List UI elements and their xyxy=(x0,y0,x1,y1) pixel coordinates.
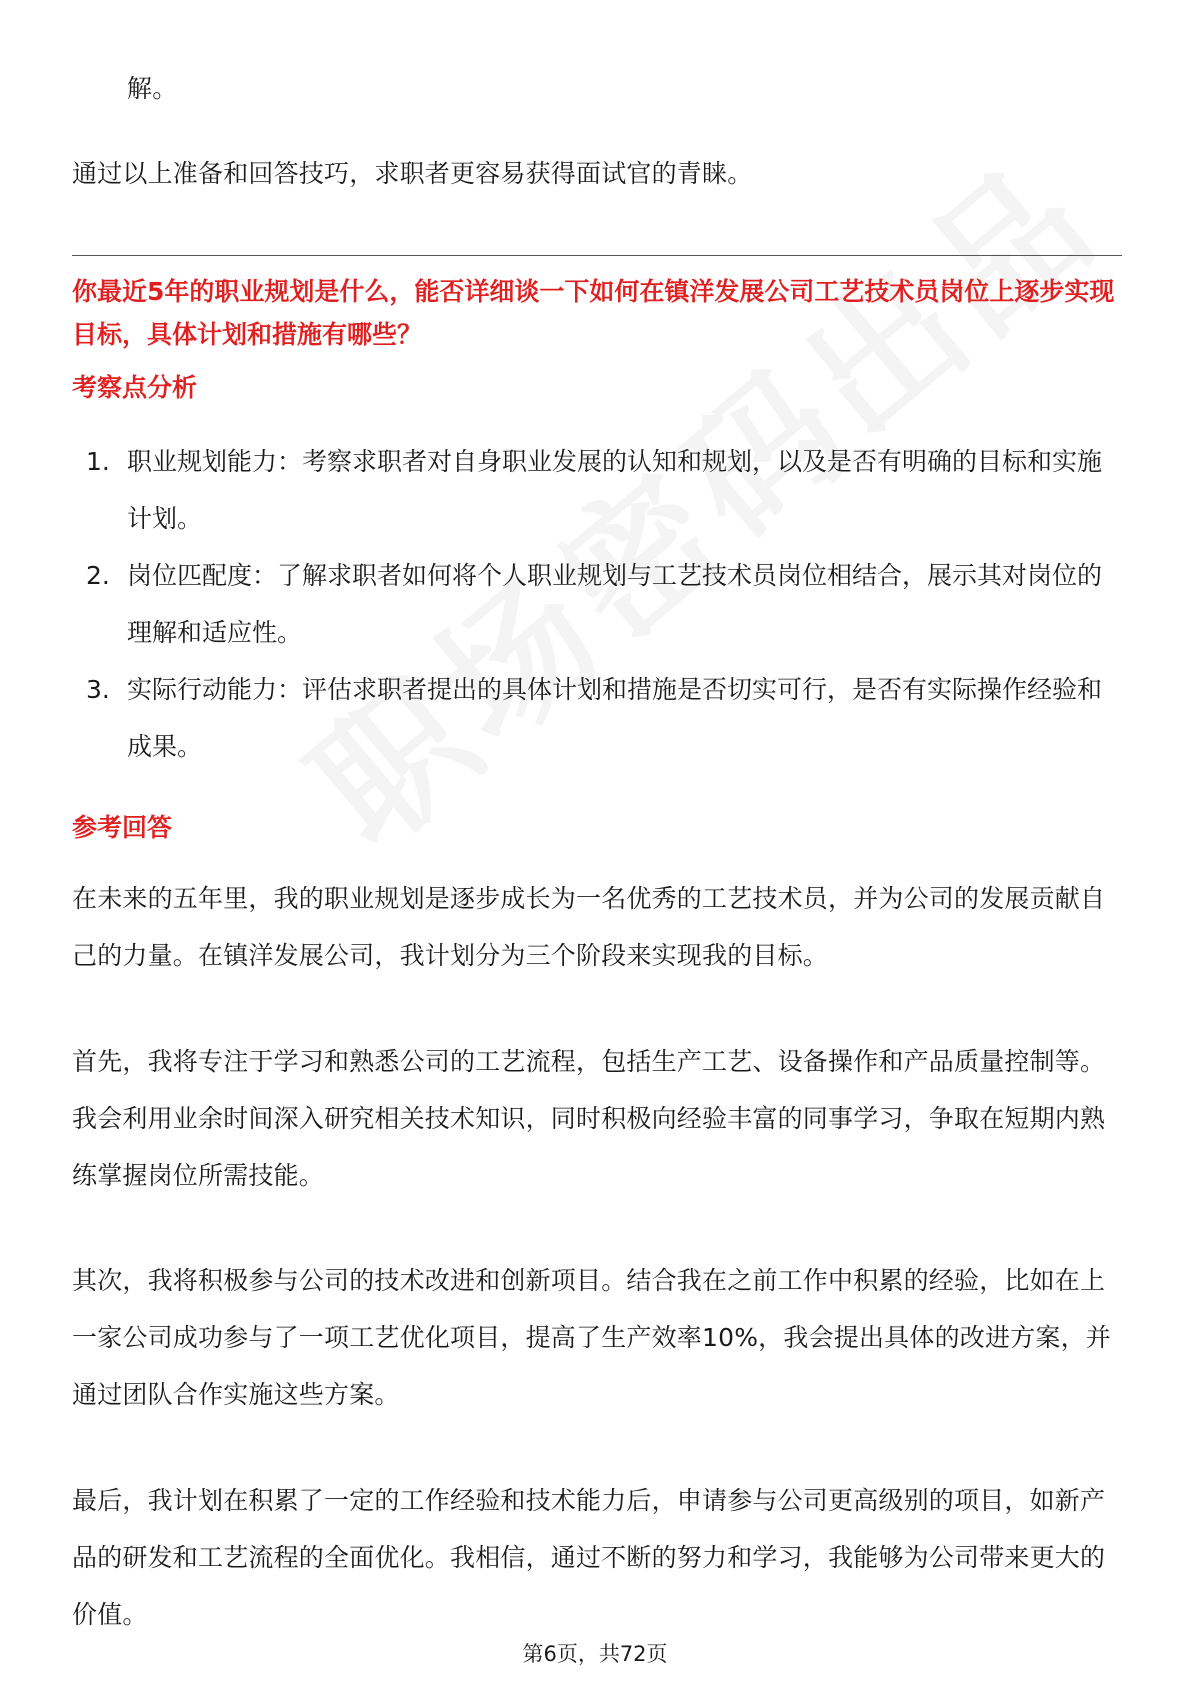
point-number: 3. xyxy=(86,675,110,704)
answer-paragraph: 在未来的五年里，我的职业规划是逐步成长为一名优秀的工艺技术员，并为公司的发展贡献自己的力量。在镇洋发展公司，我计划分为三个阶段来实现我的目标。 xyxy=(72,884,1106,970)
closing-text: 通过以上准备和回答技巧，求职者更容易获得面试官的青睐。 xyxy=(72,159,753,188)
point-text: 岗位匹配度：了解求职者如何将个人职业规划与工艺技术员岗位相结合，展示其对岗位的理解和适应性。 xyxy=(127,561,1103,647)
continuation-text: 解。 xyxy=(127,74,178,103)
analysis-point xyxy=(72,547,1122,661)
analysis-heading: 考察点分析 xyxy=(72,373,198,402)
answer-paragraph: 首先，我将专注于学习和熟悉公司的工艺流程，包括生产工艺、设备操作和产品质量控制等。我会利用业余时间深入研究相关技术知识，同时积极向经验丰富的同事学习，争取在短期内熟练掌握岗位所需技能。 xyxy=(72,1047,1106,1190)
point-number: 2. xyxy=(86,561,110,590)
question-title: 你最近5年的职业规划是什么，能否详细谈一下如何在镇洋发展公司工艺技术员岗位上逐步实现目标，具体计划和措施有哪些？ xyxy=(72,277,1115,349)
answer-paragraph: 最后，我计划在积累了一定的工作经验和技术能力后，申请参与公司更高级别的项目，如新产品的研发和工艺流程的全面优化。我相信，通过不断的努力和学习，我能够为公司带来更大的价值。 xyxy=(72,1486,1106,1629)
page-footer: 第6页，共72页 xyxy=(522,1642,668,1666)
answer-heading: 参考回答 xyxy=(72,813,173,842)
point-text: 职业规划能力：考察求职者对自身职业发展的认知和规划，以及是否有明确的目标和实施计划。 xyxy=(127,447,1103,533)
point-text: 实际行动能力：评估求职者提出的具体计划和措施是否切实可行，是否有实际操作经验和成果。 xyxy=(127,675,1103,761)
section-divider xyxy=(72,255,1122,256)
analysis-point xyxy=(72,433,1122,547)
answer-paragraph: 其次，我将积极参与公司的技术改进和创新项目。结合我在之前工作中积累的经验，比如在上一家公司成功参与了一项工艺优化项目，提高了生产效率10%，我会提出具体的改进方案，并通过团队合作实施这些方案。 xyxy=(72,1266,1111,1409)
point-number: 1. xyxy=(86,447,110,476)
analysis-point xyxy=(72,661,1122,775)
analysis-points xyxy=(72,433,1122,775)
